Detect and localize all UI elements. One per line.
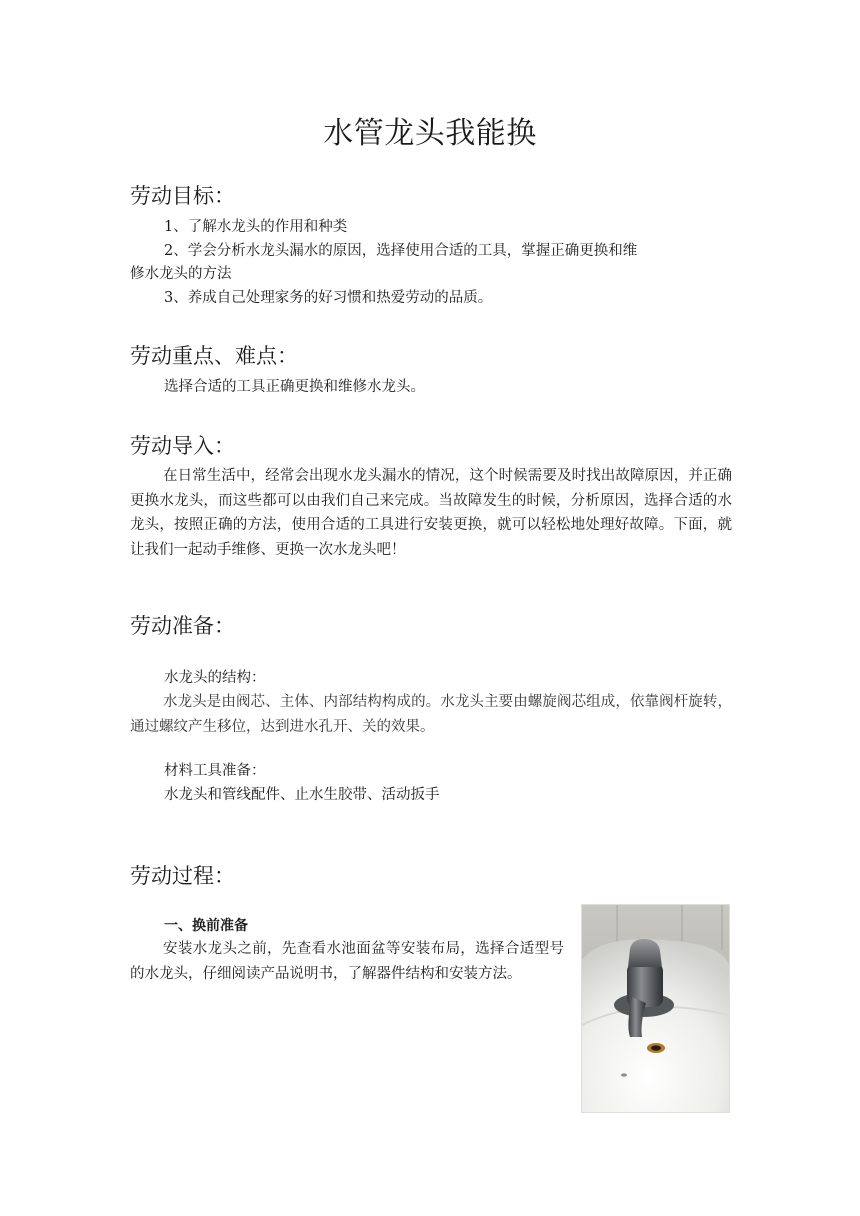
goals-heading: 劳动目标： <box>130 184 235 208</box>
structure-label: 水龙头的结构： <box>164 670 266 686</box>
key-points-heading: 劳动重点、难点： <box>130 344 298 368</box>
document-title: 水管龙头我能换 <box>323 116 537 151</box>
key-points-text: 选择合适的工具正确更换和维修水龙头。 <box>164 379 425 395</box>
goal-item: 3、养成自己处理家务的好习惯和热爱劳动的品质。 <box>164 290 493 306</box>
materials-text: 水龙头和管线配件、止水生胶带、活动扳手 <box>164 787 440 803</box>
goal-item: 2、学会分析水龙头漏水的原因，选择使用合适的工具，掌握正确更换和维 <box>164 243 638 259</box>
goal-item: 1、了解水龙头的作用和种类 <box>164 219 348 235</box>
step1-title: 一、换前准备 <box>164 918 248 934</box>
intro-paragraph: 在日常生活中，经常会出现水龙头漏水的情况，这个时候需要及时找出故障原因，并正确更换水龙头，而这些都可以由我们自己来完成。当故障发生的时候，分析原因，选择合适的水龙头，按照正确的方法，使用合适的工具进行安装更换，就可以轻松地处理好故障。下面，就让我们一起动手维修、更换一次水龙头吧！ <box>130 468 732 558</box>
faucet-photo-icon <box>582 905 729 1112</box>
preparation-heading: 劳动准备： <box>130 614 235 638</box>
faucet-photo <box>581 904 730 1113</box>
goal-item: 修水龙头的方法 <box>130 266 232 282</box>
intro-heading: 劳动导入： <box>130 434 235 458</box>
materials-label: 材料工具准备： <box>164 763 266 779</box>
structure-paragraph: 水龙头是由阀芯、主体、内部结构构成的。水龙头主要由螺旋阀芯组成，依靠阀杆旋转，通过螺纹产生移位，达到进水孔开、关的效果。 <box>130 694 732 735</box>
process-heading: 劳动过程： <box>130 864 235 888</box>
step1-paragraph: 安装水龙头之前，先查看水池面盆等安装布局，选择合适型号的水龙头，仔细阅读产品说明书，了解器件结构和安装方法。 <box>130 941 564 982</box>
